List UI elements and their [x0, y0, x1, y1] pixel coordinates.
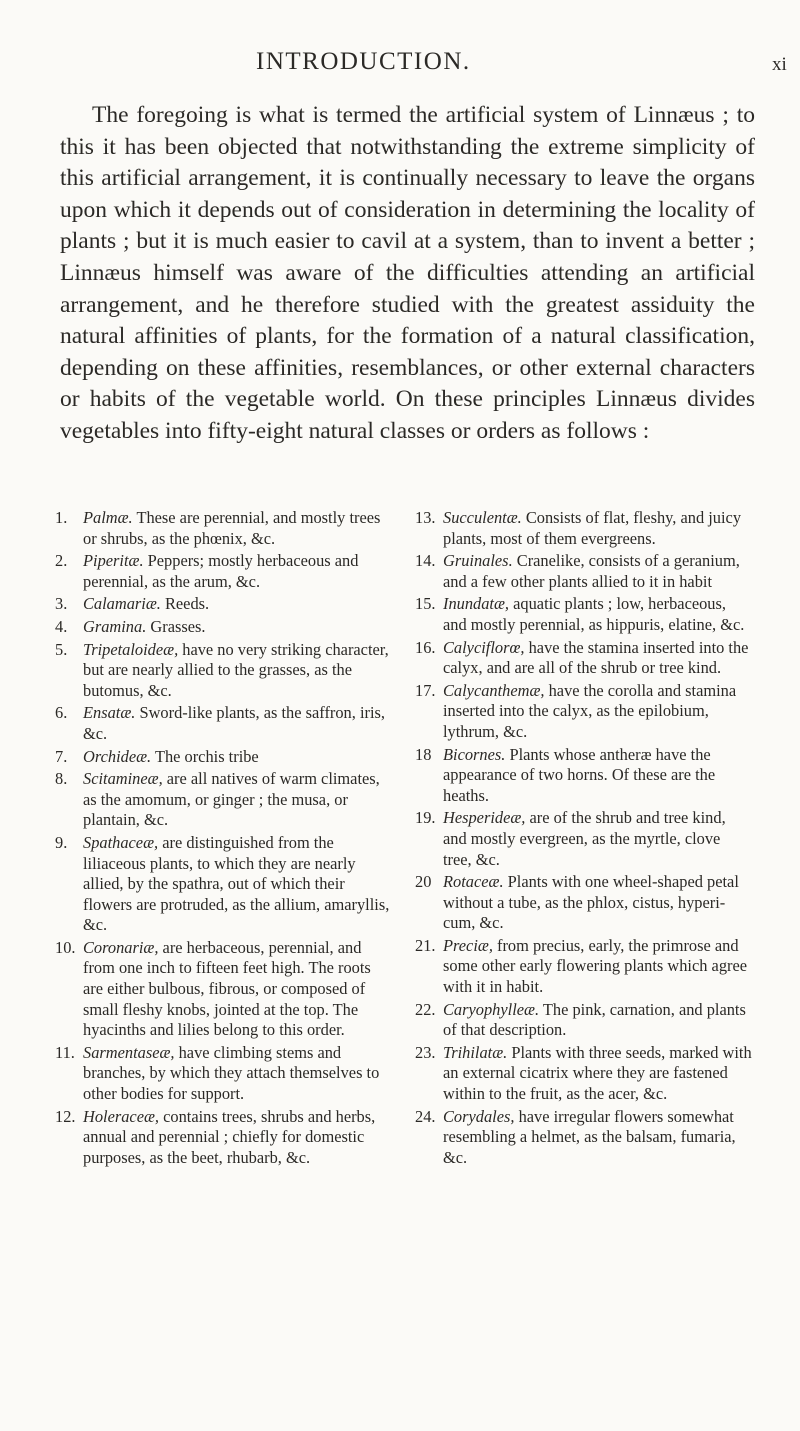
order-number: 15.	[415, 594, 436, 614]
order-name: Hesperideæ,	[443, 808, 526, 828]
order-entry	[55, 1107, 393, 1169]
order-description: are distinguished from the liliaceous plants, to which they are nearly allied, by the spathra, out of which their flowers are protruded, as the allium, amaryllis, &c.	[83, 832, 390, 935]
order-description: The orchis tribe	[151, 746, 259, 766]
order-number: 16.	[415, 637, 436, 657]
order-description: have the stamina inserted into the calyx, and are all of the shrub or tree kind.	[443, 637, 749, 678]
order-number: 18	[415, 744, 432, 764]
order-name: Sarmentaseæ,	[83, 1042, 175, 1062]
order-description: are herbaceous, perennial, and from one inch to fifteen feet high. The roots are either bulbous, fibrous, or composed of small fleshy knobs, jointed at the top. The hyacinths and lilies belong to this order.	[83, 937, 371, 1040]
order-number: 24.	[415, 1106, 436, 1126]
order-entry	[415, 936, 753, 998]
order-name: Bicornes.	[443, 744, 506, 764]
intro-paragraph: The foregoing is what is termed the artificial system of Linnæus ; to this it has been objected that notwithstanding the extreme simplicity of this artificial arrangement, it is continually necessary to leave the organs upon which it depends out of consideration in determining the locality of plants ; but it is much easier to cavil at a system, than to invent a better ; Linnæus himself was aware of the difficulties attending an artificial arrangement, and he therefore studied with the greatest assiduity the natural affinities of plants, for the formation of a natural classification, depending on these affinities, resemblances, or other external characters or habits of the vegetable world. On these principles Linnæus divides vegetables into fifty-eight natural classes or orders as follows :	[60, 102, 755, 444]
order-description: have no very striking character, but are nearly allied to the grasses, as the butomus, &c.	[83, 639, 389, 700]
order-number: 20	[415, 872, 432, 892]
order-name: Piperitæ.	[83, 551, 144, 571]
order-description: are all natives of warm climates, as the amomum, or ginger ; the musa, or plantain, &c.	[83, 769, 380, 830]
order-entry	[415, 1107, 753, 1169]
order-number: 19.	[415, 808, 436, 828]
order-entry	[415, 1000, 753, 1041]
order-name: Orchideæ.	[83, 746, 152, 766]
order-description: Plants whose antheræ have the appearance of two horns. Of these are the heaths.	[443, 744, 716, 805]
order-number: 9.	[55, 832, 68, 852]
order-name: Coronariæ,	[83, 937, 159, 957]
order-entry	[415, 551, 753, 592]
order-entry	[55, 938, 393, 1041]
order-description: have the corolla and stamina inserted into the calyx, as the epilobium, lythrum, &c.	[443, 680, 737, 741]
order-name: Preciæ,	[443, 935, 493, 955]
order-name: Calamariæ.	[83, 594, 161, 614]
page-number: xi	[772, 54, 787, 75]
order-number: 10.	[55, 937, 76, 957]
order-description: Peppers; mostly herbaceous and perennial, as the arum, &c.	[83, 551, 359, 591]
running-head: INTRODUCTION.	[256, 48, 471, 75]
order-name: Corydales,	[443, 1106, 515, 1126]
left-column	[55, 508, 393, 1170]
order-name: Gramina.	[83, 616, 147, 636]
order-number: 8.	[55, 769, 68, 789]
order-description: These are perennial, and mostly trees or shrubs, as the phœnix, &c.	[83, 508, 381, 548]
order-name: Calycanthemæ,	[443, 680, 545, 700]
order-name: Trihilatæ.	[443, 1042, 508, 1062]
order-description: have climbing stems and branches, by which they attach themselves to other bodies for support.	[83, 1042, 380, 1104]
order-name: Rotaceæ.	[443, 872, 504, 892]
order-number: 21.	[415, 935, 436, 955]
order-name: Scitamineæ,	[83, 769, 163, 789]
order-name: Gruinales.	[443, 551, 513, 571]
order-description: are of the shrub and tree kind, and mostly evergreen, as the myrtle, clove tree, &c.	[443, 808, 726, 869]
order-number: 3.	[55, 594, 68, 614]
order-description: Grasses.	[146, 616, 206, 636]
order-entry	[55, 640, 393, 702]
order-description: Plants with one wheel-shaped petal without a tube, as the phlox, cistus, hyperi-cum, &c.	[443, 872, 739, 933]
order-number: 7.	[55, 746, 68, 766]
order-entry	[415, 638, 753, 679]
order-description: Sword-like plants, as the saffron, iris, &c.	[83, 703, 385, 743]
order-entry	[55, 617, 393, 638]
order-number: 6.	[55, 703, 68, 723]
order-description: Consists of flat, fleshy, and juicy plants, most of them evergreens.	[443, 508, 742, 548]
page-header	[0, 38, 800, 88]
order-number: 23.	[415, 1042, 436, 1062]
order-description: from precius, early, the primrose and some other early flowering plants which agree with it in habit.	[443, 935, 748, 997]
order-number: 17.	[415, 680, 436, 700]
right-column	[415, 508, 753, 1170]
order-number: 2.	[55, 551, 68, 571]
order-entry	[55, 594, 393, 615]
order-number: 5.	[55, 639, 68, 659]
order-number: 12.	[55, 1106, 76, 1126]
order-entry	[415, 508, 753, 549]
order-entry	[415, 808, 753, 870]
order-name: Tripetaloideæ,	[83, 639, 179, 659]
order-description: Cranelike, consists of a geranium, and a few other plants allied to it in habit	[443, 551, 740, 591]
order-entry	[55, 769, 393, 831]
order-entry	[55, 508, 393, 549]
order-name: Palmæ.	[83, 508, 133, 527]
order-description: Plants with three seeds, marked with an external cicatrix where they are fastened within to the fruit, as the acer, &c.	[443, 1042, 752, 1104]
order-number: 1.	[55, 508, 68, 527]
order-entry	[55, 1043, 393, 1105]
order-name: Succulentæ.	[443, 508, 522, 527]
order-description: The pink, carnation, and plants of that description.	[443, 999, 746, 1040]
order-description: contains trees, shrubs and herbs, annual and perennial ; chiefly for domestic purposes, as the beet, rhubarb, &c.	[83, 1106, 376, 1167]
order-name: Inundatæ,	[443, 594, 510, 614]
order-number: 4.	[55, 616, 68, 636]
order-description: Reeds.	[160, 594, 210, 614]
order-entry	[415, 594, 753, 635]
order-entry	[55, 747, 393, 768]
order-number: 14.	[415, 551, 436, 571]
order-number: 22.	[415, 999, 436, 1019]
order-entry	[55, 833, 393, 936]
order-description: have irregular flowers somewhat resembling a helmet, as the balsam, fumaria, &c.	[443, 1106, 736, 1167]
order-name: Calyciflorœ,	[443, 637, 525, 657]
order-description: aquatic plants ; low, herbaceous, and mostly perennial, as hippuris, elatine, &c.	[443, 594, 745, 634]
order-entry	[55, 551, 393, 592]
order-name: Spathaceæ,	[83, 832, 159, 852]
order-number: 11.	[55, 1042, 75, 1062]
order-name: Caryophylleæ.	[443, 999, 540, 1019]
order-name: Holeraceæ,	[83, 1106, 160, 1126]
order-entry	[415, 681, 753, 743]
order-name: Ensatæ.	[83, 703, 136, 723]
order-entry	[415, 1043, 753, 1105]
order-number: 13.	[415, 508, 436, 527]
order-entry	[415, 872, 753, 934]
order-entry	[415, 745, 753, 807]
order-entry	[55, 703, 393, 744]
